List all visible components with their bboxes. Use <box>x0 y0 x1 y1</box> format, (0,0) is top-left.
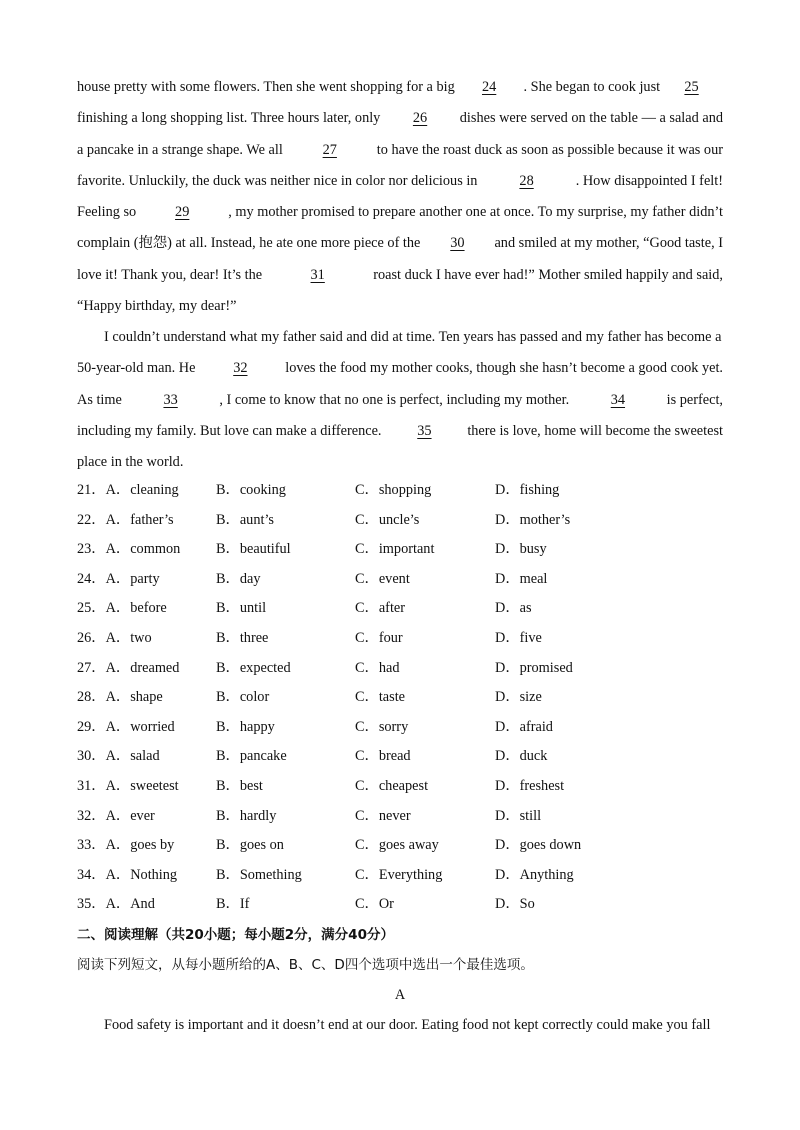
text-line: favorite. Unluckily, the duck was neither nice in color nor delicious in 28 . How disappointed I felt! <box>77 166 723 197</box>
question-row-23 <box>77 535 737 565</box>
text-line: I couldn’t understand what my father said and did at time. Ten years has passed and my father has become a <box>104 329 722 345</box>
option-c: C．event <box>355 570 410 587</box>
blank-34: 34 <box>610 391 626 408</box>
option-b: B．day <box>216 570 261 587</box>
blank-33: 33 <box>163 391 178 408</box>
blank-26: 26 <box>412 110 428 127</box>
question-number: 23． <box>77 541 106 558</box>
option-c: C．had <box>355 659 400 676</box>
text-line: “Happy birthday, my dear!” <box>77 298 237 315</box>
question-number: 24． <box>77 570 106 587</box>
option-c: C．never <box>355 807 411 824</box>
blank-31: 31 <box>310 266 325 283</box>
question-row-26 <box>77 624 737 654</box>
blank-28: 28 <box>519 172 534 189</box>
text-line: finishing a long shopping list. Three hours later, only 26 dishes were served on the table — a salad and <box>77 103 723 134</box>
option-a: A．ever <box>105 807 155 824</box>
question-number: 34． <box>77 866 106 883</box>
option-c: C．cheapest <box>355 777 429 794</box>
option-c: C．taste <box>355 689 406 706</box>
option-a: A．common <box>105 541 181 558</box>
question-number: 28． <box>77 689 106 706</box>
option-b: B．color <box>216 689 270 706</box>
question-number: 27． <box>77 659 106 676</box>
question-row-33 <box>77 831 737 861</box>
option-b: B．aunt’s <box>216 511 274 528</box>
option-b: B．pancake <box>216 748 287 765</box>
question-number: 29． <box>77 718 106 735</box>
text-line: 50-year-old man. He 32 loves the food my mother cooks, though she hasn’t become a good cook yet. <box>77 353 723 384</box>
text-line: place in the world. <box>77 454 184 471</box>
option-d: D．fishing <box>495 482 560 498</box>
cloze-paragraph-1 <box>77 72 723 322</box>
passage-label: A <box>394 987 406 1003</box>
option-a: A．worried <box>105 718 175 735</box>
text-line: including my family. But love can make a difference. 35 there is love, home will become the sweetest <box>77 416 723 447</box>
option-d: D．freshest <box>495 777 565 794</box>
option-d: D．So <box>495 896 535 913</box>
option-a: A．goes by <box>105 837 175 854</box>
option-d: D．five <box>495 629 542 646</box>
option-c: C．four <box>355 629 403 646</box>
section-instruction: 阅读下列短文，从每小题所给的A、B、C、D四个选项中选出一个最佳选项。 <box>77 957 534 973</box>
option-d: D．promised <box>495 659 573 676</box>
option-a: A．shape <box>105 689 163 706</box>
option-a: A．father’s <box>105 511 174 528</box>
question-number: 30． <box>77 748 106 765</box>
question-row-27 <box>77 654 737 684</box>
option-c: C．sorry <box>355 718 409 735</box>
option-b: B．happy <box>216 718 275 735</box>
text-line: house pretty with some flowers. Then she went shopping for a big 24 . She began to cook just 25 <box>77 72 723 103</box>
blank-30: 30 <box>450 235 465 252</box>
question-number: 25． <box>77 600 106 617</box>
option-b: B．hardly <box>216 807 277 824</box>
option-b: B．goes on <box>216 837 284 854</box>
option-c: C．uncle’s <box>355 511 420 528</box>
option-c: C．Everything <box>355 866 443 883</box>
text-line: Feeling so 29 , my mother promised to prepare another one at once. To my surprise, my father didn’t <box>77 197 723 228</box>
question-number: 35． <box>77 896 106 913</box>
blank-24: 24 <box>481 79 497 95</box>
option-d: D．meal <box>495 570 548 587</box>
text-line: Food safety is important and it doesn’t end at our door. Eating food not kept correctly could make you fall <box>104 1017 711 1033</box>
answer-options-list <box>77 476 737 920</box>
question-row-34 <box>77 861 737 891</box>
text-line: complain (抱怨) at all. Instead, he ate one more piece of the 30 and smiled at my mother, “Good taste, I <box>77 228 723 259</box>
blank-25: 25 <box>684 79 699 95</box>
blank-35: 35 <box>417 422 432 439</box>
question-row-21 <box>77 476 737 506</box>
option-c: C．bread <box>355 748 411 765</box>
option-c: C．after <box>355 600 406 617</box>
option-d: D．mother’s <box>495 511 571 528</box>
option-b: B．three <box>216 629 269 646</box>
option-a: A．before <box>105 600 167 617</box>
option-a: A．two <box>105 629 152 646</box>
passage-text <box>77 1010 723 1041</box>
option-b: B．Something <box>216 866 302 883</box>
option-b: B．If <box>216 896 250 913</box>
option-c: C．important <box>355 541 435 558</box>
cloze-paragraph-2 <box>77 322 723 478</box>
question-row-22 <box>77 506 737 536</box>
question-row-29 <box>77 713 737 743</box>
text-line: As time 33 , I come to know that no one is perfect, including my mother. 34 is perfect, <box>77 385 723 416</box>
option-a: A．salad <box>105 748 160 765</box>
option-d: D．as <box>495 600 532 617</box>
option-a: A．party <box>105 570 160 587</box>
question-row-28 <box>77 683 737 713</box>
option-a: A．cleaning <box>105 482 179 498</box>
option-c: C．shopping <box>355 482 432 498</box>
question-number: 26． <box>77 629 106 646</box>
question-row-31 <box>77 772 737 802</box>
option-a: A．sweetest <box>105 777 179 794</box>
option-d: D．duck <box>495 748 548 765</box>
blank-29: 29 <box>175 204 190 221</box>
option-b: B．until <box>216 600 267 617</box>
option-a: A．dreamed <box>105 659 180 676</box>
option-b: B．beautiful <box>216 541 291 558</box>
question-row-32 <box>77 802 737 832</box>
option-b: B．cooking <box>216 482 286 498</box>
option-d: D．goes down <box>495 837 582 854</box>
blank-27: 27 <box>322 141 337 158</box>
question-number: 22． <box>77 511 106 528</box>
option-a: A．Nothing <box>105 866 178 883</box>
question-row-25 <box>77 594 737 624</box>
question-row-24 <box>77 565 737 595</box>
question-row-35 <box>77 890 737 920</box>
option-d: D．busy <box>495 541 547 558</box>
question-number: 31． <box>77 777 106 794</box>
blank-32: 32 <box>233 360 248 377</box>
question-number: 32． <box>77 807 106 824</box>
option-c: C．goes away <box>355 837 439 854</box>
text-line: love it! Thank you, dear! It’s the 31 roast duck I have ever had!” Mother smiled happily and said, <box>77 260 723 291</box>
option-c: C．Or <box>355 896 394 913</box>
question-number: 33． <box>77 837 106 854</box>
option-d: D．Anything <box>495 866 574 883</box>
option-a: A．And <box>105 896 155 913</box>
text-line: a pancake in a strange shape. We all 27 to have the roast duck as soon as possible because it was our <box>77 135 723 166</box>
section-heading: 二、阅读理解（共20小题；每小题2分，满分40分） <box>77 927 394 943</box>
question-row-30 <box>77 742 737 772</box>
option-b: B．expected <box>216 659 291 676</box>
question-number: 21． <box>77 482 106 498</box>
option-d: D．still <box>495 807 542 824</box>
option-b: B．best <box>216 777 263 794</box>
option-d: D．afraid <box>495 718 553 735</box>
option-d: D．size <box>495 689 542 706</box>
